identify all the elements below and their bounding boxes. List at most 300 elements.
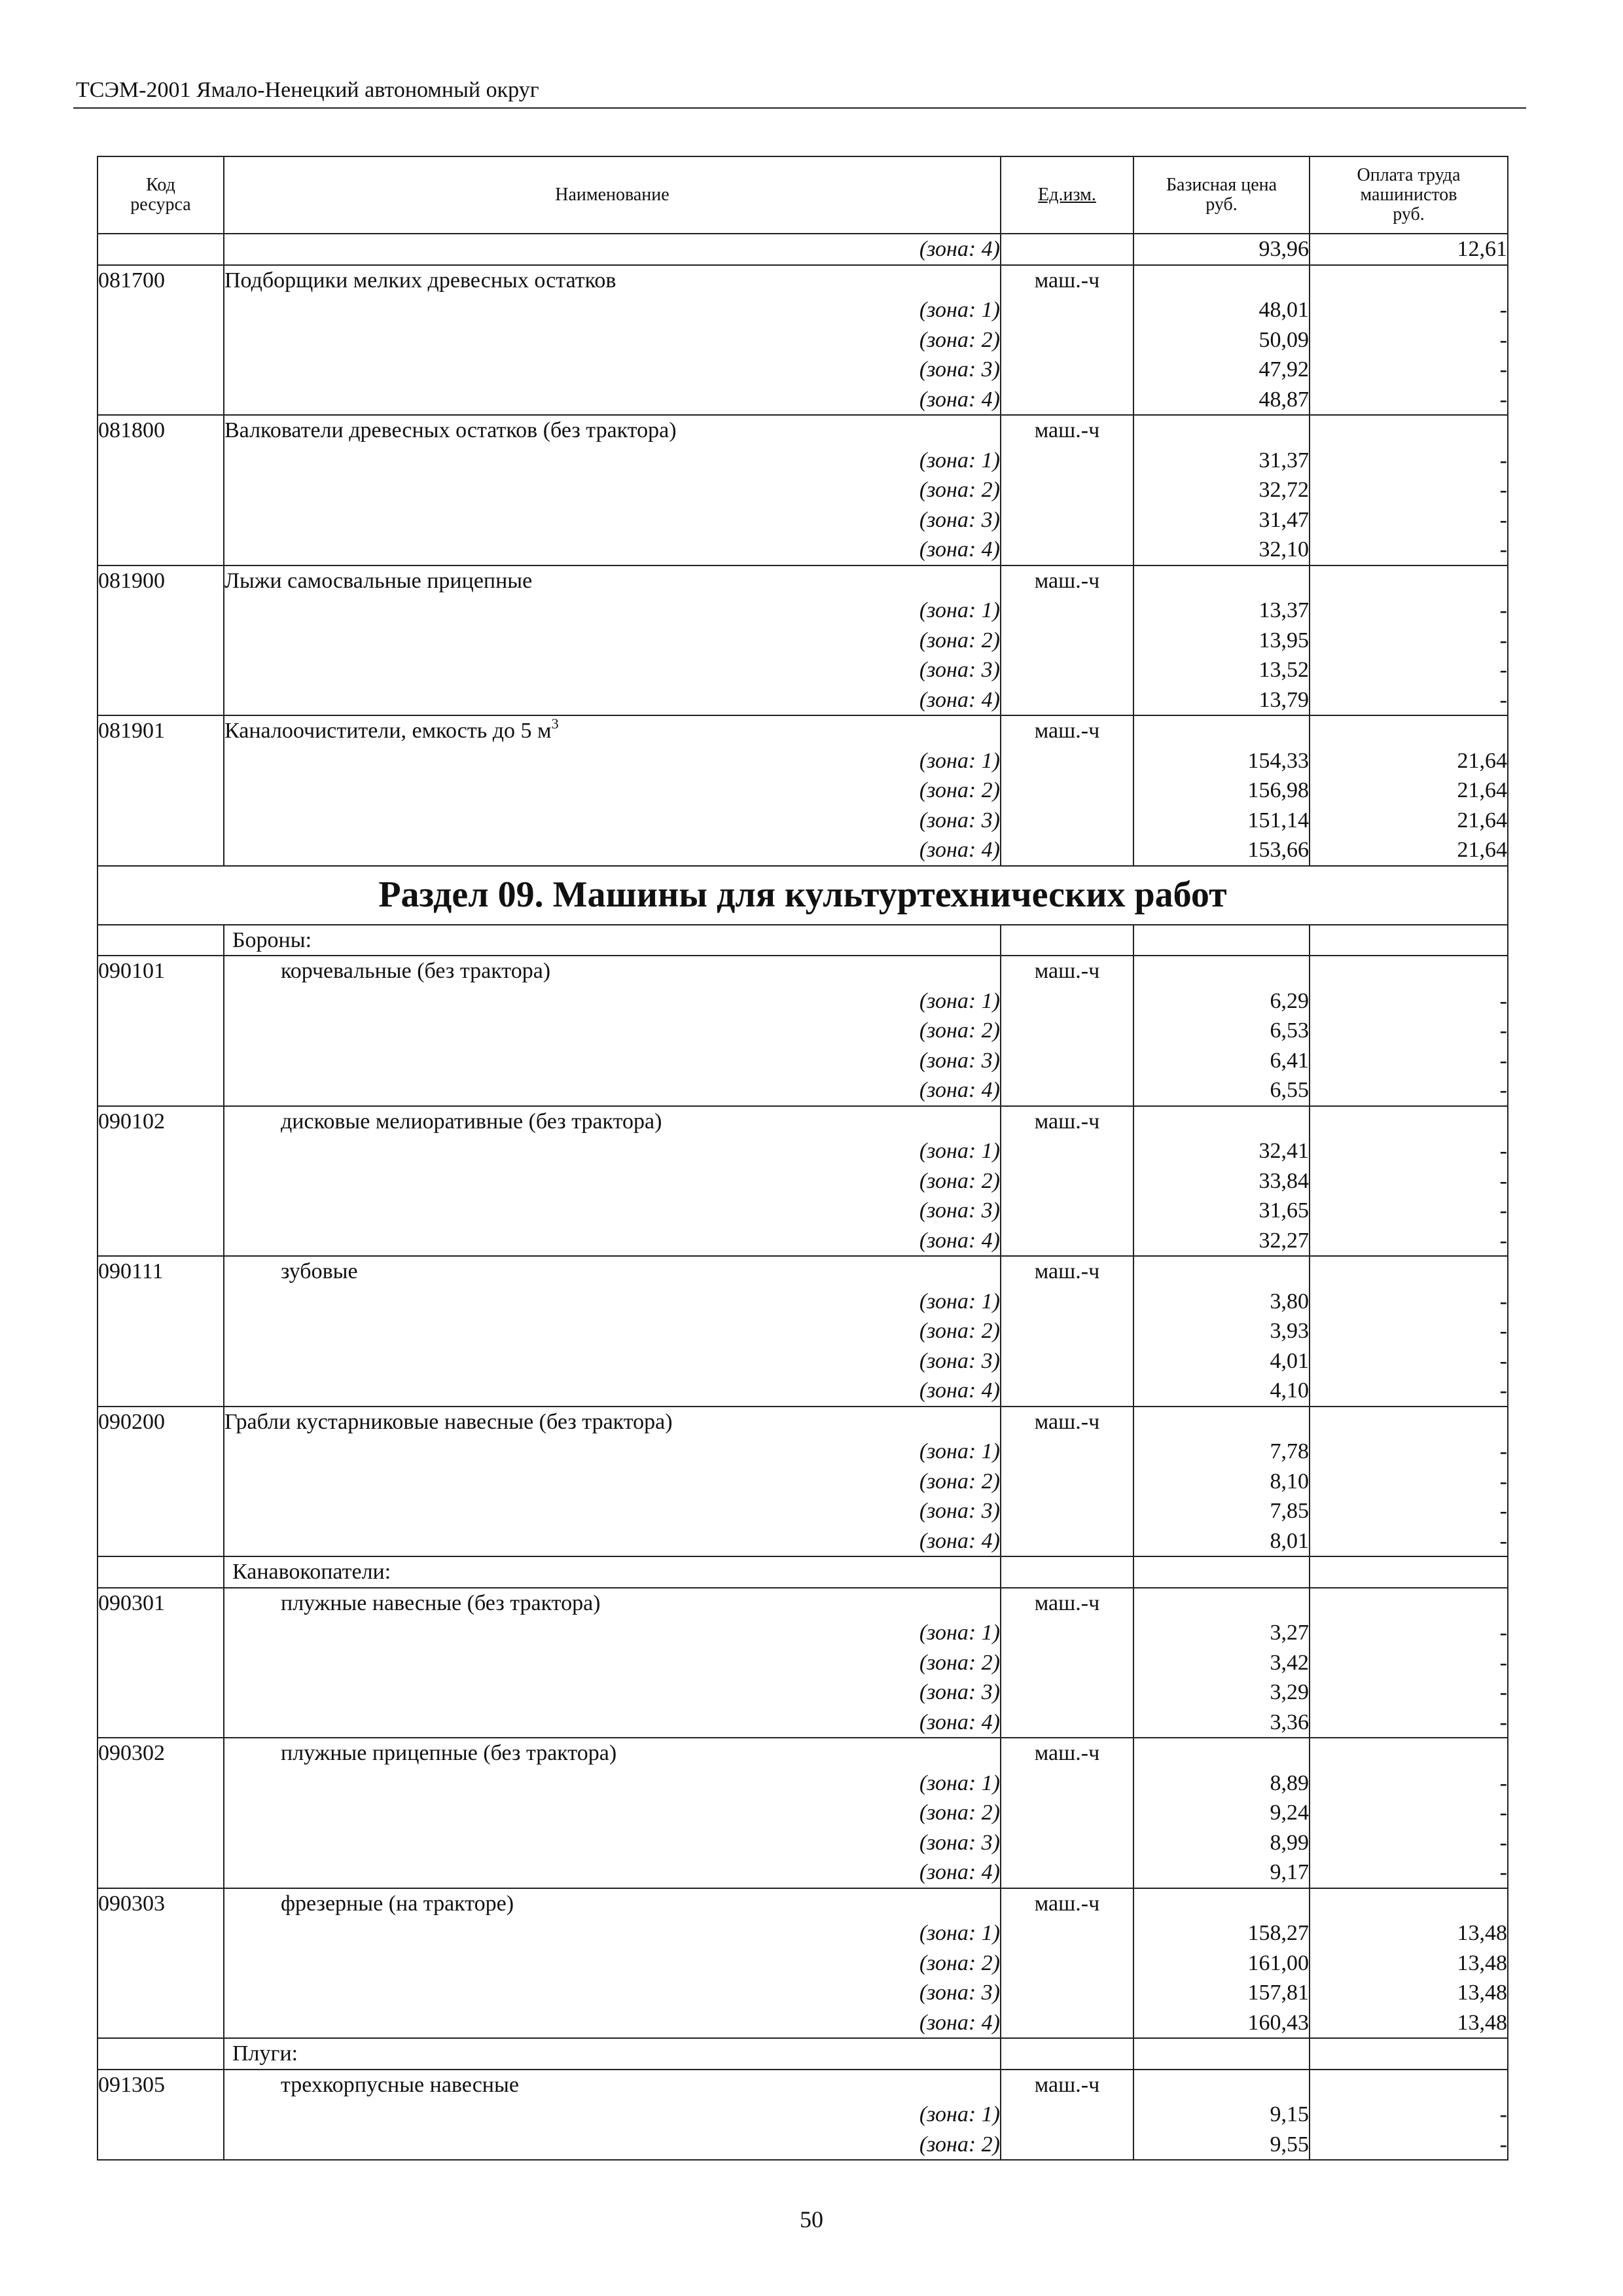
zone-row [98, 1166, 1508, 1196]
zone-row [98, 626, 1508, 656]
resource-name-text: трехкорпусные навесные [281, 2072, 519, 2097]
price-cell [1133, 565, 1310, 596]
resource-row [98, 2070, 1508, 2100]
resource-name-text: Подборщики мелких древесных остатков [224, 268, 616, 293]
resource-name [224, 1588, 1001, 1619]
unit-cell [1001, 325, 1133, 355]
code-cell [98, 1346, 224, 1376]
unit-cell [1001, 1496, 1133, 1526]
unit-cell [1001, 806, 1133, 836]
zone-row [98, 1648, 1508, 1678]
resource-code: 090302 [98, 1738, 224, 1768]
resource-row [98, 1888, 1508, 1919]
code-cell [98, 234, 224, 265]
zone-label: (зона: 2) [224, 626, 1001, 656]
resource-row [98, 1588, 1508, 1619]
base-price: 9,24 [1133, 1798, 1310, 1828]
resource-unit: маш.-ч [1001, 1888, 1133, 1919]
code-cell [98, 1948, 224, 1979]
code-cell [98, 295, 224, 325]
base-price: 9,55 [1133, 2130, 1310, 2161]
operator-pay: - [1310, 1496, 1508, 1526]
resource-unit: маш.-ч [1001, 1588, 1133, 1619]
code-cell [98, 1526, 224, 1557]
base-price: 6,41 [1133, 1046, 1310, 1076]
resource-name-text: дисковые мелиоративные (без трактора) [281, 1109, 662, 1134]
zone-row [98, 1226, 1508, 1257]
zone-label: (зона: 3) [224, 1828, 1001, 1858]
unit-cell [1001, 925, 1133, 956]
resource-code: 090101 [98, 956, 224, 986]
unit-cell [1001, 505, 1133, 535]
header-name [224, 156, 1001, 234]
resource-name [224, 1888, 1001, 1919]
resource-unit: маш.-ч [1001, 415, 1133, 446]
group-name: Канавокопатели: [224, 1556, 1001, 1588]
operator-pay: - [1310, 986, 1508, 1016]
zone-label: (зона: 4) [224, 1526, 1001, 1557]
zone-label: (зона: 3) [224, 1496, 1001, 1526]
section-heading-row [98, 866, 1508, 925]
resource-code: 090200 [98, 1407, 224, 1437]
operator-pay: 21,64 [1310, 746, 1508, 776]
unit-cell [1001, 1556, 1133, 1588]
header-price-text: Базисная цена руб. [1166, 175, 1277, 215]
code-cell [98, 1046, 224, 1076]
base-price: 157,81 [1133, 1978, 1310, 2008]
zone-row [98, 295, 1508, 325]
unit-cell [1001, 1136, 1133, 1166]
resource-row [98, 565, 1508, 596]
zone-label: (зона: 3) [224, 1978, 1001, 2008]
base-price: 32,27 [1133, 1226, 1310, 1257]
base-price: 31,47 [1133, 505, 1310, 535]
pay-cell [1310, 1588, 1508, 1619]
unit-cell [1001, 2100, 1133, 2130]
code-cell [98, 1316, 224, 1346]
operator-pay: - [1310, 1677, 1508, 1708]
base-price: 48,01 [1133, 295, 1310, 325]
unit-cell [1001, 1016, 1133, 1046]
base-price: 93,96 [1133, 234, 1310, 265]
zone-label: (зона: 1) [224, 1768, 1001, 1799]
zone-label: (зона: 2) [224, 2130, 1001, 2161]
header-pay [1310, 156, 1508, 234]
operator-pay: - [1310, 596, 1508, 626]
resource-name [224, 1106, 1001, 1137]
zone-row [98, 1677, 1508, 1708]
code-cell [98, 925, 224, 956]
unit-cell [1001, 475, 1133, 505]
pay-cell [1310, 1888, 1508, 1919]
price-cell [1133, 415, 1310, 446]
zone-row [98, 1857, 1508, 1888]
base-price: 3,29 [1133, 1677, 1310, 1708]
unit-cell [1001, 1648, 1133, 1678]
pay-cell [1310, 2070, 1508, 2100]
unit-cell [1001, 1196, 1133, 1226]
zone-row [98, 1016, 1508, 1046]
base-price: 32,10 [1133, 535, 1310, 565]
operator-pay: - [1310, 685, 1508, 716]
zone-label: (зона: 2) [224, 1798, 1001, 1828]
operator-pay: - [1310, 1287, 1508, 1317]
code-cell [98, 2038, 224, 2070]
zone-label: (зона: 2) [224, 325, 1001, 355]
operator-pay: 21,64 [1310, 835, 1508, 866]
group-heading-row [98, 2038, 1508, 2070]
zone-row [98, 475, 1508, 505]
zone-row [98, 1798, 1508, 1828]
operator-pay: 21,64 [1310, 776, 1508, 806]
zone-label: (зона: 3) [224, 505, 1001, 535]
code-cell [98, 986, 224, 1016]
resource-name-text: Валкователи древесных остатков (без трактора) [224, 418, 677, 443]
zone-label: (зона: 3) [224, 1346, 1001, 1376]
resource-name [224, 715, 1001, 746]
operator-pay: - [1310, 1437, 1508, 1467]
code-cell [98, 1978, 224, 2008]
zone-row [98, 1496, 1508, 1526]
operator-pay: 21,64 [1310, 806, 1508, 836]
unit-cell [1001, 1708, 1133, 1738]
operator-pay: - [1310, 1376, 1508, 1407]
code-cell [98, 1136, 224, 1166]
unit-cell [1001, 655, 1133, 685]
resource-code: 090301 [98, 1588, 224, 1619]
unit-cell [1001, 1828, 1133, 1858]
unit-cell [1001, 1376, 1133, 1407]
unit-cell [1001, 1918, 1133, 1948]
section-title: Раздел 09. Машины для культуртехнических работ [98, 866, 1508, 925]
code-cell [98, 385, 224, 416]
base-price: 3,93 [1133, 1316, 1310, 1346]
zone-label: (зона: 4) [224, 1708, 1001, 1738]
base-price: 8,99 [1133, 1828, 1310, 1858]
zone-label: (зона: 4) [224, 234, 1001, 265]
unit-cell [1001, 1046, 1133, 1076]
resource-unit: маш.-ч [1001, 565, 1133, 596]
base-price: 9,17 [1133, 1857, 1310, 1888]
code-cell [98, 1918, 224, 1948]
zone-row [98, 2008, 1508, 2039]
resource-unit: маш.-ч [1001, 265, 1133, 296]
operator-pay: - [1310, 1857, 1508, 1888]
unit-cell [1001, 2038, 1133, 2070]
pay-cell [1310, 1738, 1508, 1768]
unit-cell [1001, 835, 1133, 866]
unit-cell [1001, 2008, 1133, 2039]
resource-name [224, 1256, 1001, 1287]
base-price: 7,85 [1133, 1496, 1310, 1526]
zone-label: (зона: 4) [224, 535, 1001, 565]
price-cell [1133, 2070, 1310, 2100]
zone-row [98, 1918, 1508, 1948]
zone-row [98, 1316, 1508, 1346]
operator-pay: - [1310, 1196, 1508, 1226]
operator-pay: - [1310, 355, 1508, 385]
price-cell [1133, 1556, 1310, 1588]
operator-pay: - [1310, 1618, 1508, 1648]
pay-cell [1310, 925, 1508, 956]
zone-row [98, 1376, 1508, 1407]
pay-cell [1310, 1407, 1508, 1437]
base-price: 8,10 [1133, 1467, 1310, 1497]
operator-pay: - [1310, 2130, 1508, 2161]
operator-pay: - [1310, 626, 1508, 656]
operator-pay: - [1310, 1828, 1508, 1858]
header-pay-text: Оплата труда машинистов руб. [1357, 165, 1461, 224]
operator-pay: - [1310, 1316, 1508, 1346]
resource-unit: маш.-ч [1001, 715, 1133, 746]
base-price: 4,01 [1133, 1346, 1310, 1376]
resource-row [98, 1106, 1508, 1137]
zone-row [98, 505, 1508, 535]
zone-label: (зона: 1) [224, 1136, 1001, 1166]
operator-pay: - [1310, 1166, 1508, 1196]
operator-pay: - [1310, 325, 1508, 355]
code-cell [98, 746, 224, 776]
resource-name [224, 1407, 1001, 1437]
group-name: Бороны: [224, 925, 1001, 956]
code-cell [98, 1828, 224, 1858]
unit-cell [1001, 1437, 1133, 1467]
code-cell [98, 1016, 224, 1046]
zone-label: (зона: 1) [224, 1918, 1001, 1948]
resource-code: 081900 [98, 565, 224, 596]
resource-row [98, 265, 1508, 296]
code-cell [98, 626, 224, 656]
code-cell [98, 1075, 224, 1106]
zone-label: (зона: 4) [224, 835, 1001, 866]
unit-cell [1001, 1526, 1133, 1557]
group-name: Плуги: [224, 2038, 1001, 2070]
price-cell [1133, 1256, 1310, 1287]
code-cell [98, 1196, 224, 1226]
unit-cell [1001, 1226, 1133, 1257]
base-price: 6,29 [1133, 986, 1310, 1016]
operator-pay: 13,48 [1310, 1948, 1508, 1979]
code-cell [98, 446, 224, 476]
unit-cell [1001, 1768, 1133, 1799]
pay-cell [1310, 265, 1508, 296]
operator-pay: 13,48 [1310, 1918, 1508, 1948]
base-price: 33,84 [1133, 1166, 1310, 1196]
zone-label: (зона: 4) [224, 1857, 1001, 1888]
operator-pay: - [1310, 535, 1508, 565]
resource-name-text: плужные прицепные (без трактора) [281, 1741, 617, 1766]
code-cell [98, 2008, 224, 2039]
unit-cell [1001, 1075, 1133, 1106]
zone-row [98, 1618, 1508, 1648]
zone-label: (зона: 1) [224, 596, 1001, 626]
resource-unit: маш.-ч [1001, 1106, 1133, 1137]
resource-row [98, 1407, 1508, 1437]
operator-pay: - [1310, 1648, 1508, 1678]
unit-cell [1001, 1166, 1133, 1196]
code-cell [98, 1467, 224, 1497]
unit-cell [1001, 295, 1133, 325]
code-cell [98, 1648, 224, 1678]
base-price: 158,27 [1133, 1918, 1310, 1948]
base-price: 50,09 [1133, 325, 1310, 355]
code-cell [98, 505, 224, 535]
operator-pay: - [1310, 2100, 1508, 2130]
zone-label: (зона: 3) [224, 1046, 1001, 1076]
zone-row [98, 1046, 1508, 1076]
header-code [98, 156, 224, 234]
operator-pay: - [1310, 1798, 1508, 1828]
code-cell [98, 1708, 224, 1738]
zone-row [98, 535, 1508, 565]
resource-price-table [97, 156, 1508, 2161]
base-price: 32,41 [1133, 1136, 1310, 1166]
operator-pay: - [1310, 1346, 1508, 1376]
unit-cell [1001, 1978, 1133, 2008]
operator-pay: - [1310, 1136, 1508, 1166]
base-price: 8,89 [1133, 1768, 1310, 1799]
resource-name [224, 415, 1001, 446]
unit-cell [1001, 1287, 1133, 1317]
operator-pay: 12,61 [1310, 234, 1508, 265]
zone-row [98, 2100, 1508, 2130]
resource-unit: маш.-ч [1001, 956, 1133, 986]
base-price: 3,27 [1133, 1618, 1310, 1648]
code-cell [98, 2100, 224, 2130]
operator-pay: - [1310, 1708, 1508, 1738]
price-cell [1133, 715, 1310, 746]
resource-unit: маш.-ч [1001, 2070, 1133, 2100]
zone-label: (зона: 4) [224, 1075, 1001, 1106]
code-cell [98, 596, 224, 626]
price-cell [1133, 1588, 1310, 1619]
code-cell [98, 1857, 224, 1888]
unit-cell [1001, 1798, 1133, 1828]
zone-row [98, 1196, 1508, 1226]
resource-name [224, 2070, 1001, 2100]
operator-pay: - [1310, 655, 1508, 685]
unit-cell [1001, 746, 1133, 776]
zone-label: (зона: 4) [224, 685, 1001, 716]
zone-row [98, 1136, 1508, 1166]
zone-label: (зона: 2) [224, 1467, 1001, 1497]
resource-code: 090303 [98, 1888, 224, 1919]
resource-row [98, 1738, 1508, 1768]
zone-label: (зона: 3) [224, 806, 1001, 836]
base-price: 13,95 [1133, 626, 1310, 656]
operator-pay: - [1310, 1526, 1508, 1557]
zone-row [98, 234, 1508, 265]
code-cell [98, 655, 224, 685]
unit-cell [1001, 596, 1133, 626]
zone-label: (зона: 4) [224, 1376, 1001, 1407]
zone-label: (зона: 1) [224, 2100, 1001, 2130]
zone-label: (зона: 4) [224, 1226, 1001, 1257]
zone-label: (зона: 1) [224, 1618, 1001, 1648]
zone-row [98, 835, 1508, 866]
resource-row [98, 415, 1508, 446]
operator-pay: - [1310, 505, 1508, 535]
pay-cell [1310, 1106, 1508, 1137]
resource-code: 090111 [98, 1256, 224, 1287]
resource-code: 091305 [98, 2070, 224, 2100]
zone-row [98, 1768, 1508, 1799]
unit-cell [1001, 1316, 1133, 1346]
resource-code: 081800 [98, 415, 224, 446]
zone-row [98, 1948, 1508, 1979]
zone-label: (зона: 2) [224, 776, 1001, 806]
zone-label: (зона: 4) [224, 2008, 1001, 2039]
base-price: 48,87 [1133, 385, 1310, 416]
code-cell [98, 776, 224, 806]
resource-name [224, 565, 1001, 596]
zone-label: (зона: 1) [224, 446, 1001, 476]
superscript: 3 [551, 715, 559, 732]
pay-cell [1310, 1556, 1508, 1588]
unit-cell [1001, 535, 1133, 565]
code-cell [98, 1798, 224, 1828]
base-price: 8,01 [1133, 1526, 1310, 1557]
zone-label: (зона: 2) [224, 1948, 1001, 1979]
group-heading-row [98, 925, 1508, 956]
operator-pay: - [1310, 1226, 1508, 1257]
zone-row [98, 1437, 1508, 1467]
zone-row [98, 2130, 1508, 2161]
header-name-text: Наименование [555, 185, 669, 205]
zone-label: (зона: 2) [224, 1316, 1001, 1346]
unit-cell [1001, 234, 1133, 265]
pay-cell [1310, 1256, 1508, 1287]
unit-cell [1001, 1857, 1133, 1888]
code-cell [98, 2130, 224, 2161]
zone-label: (зона: 2) [224, 475, 1001, 505]
code-cell [98, 325, 224, 355]
resource-name-text: плужные навесные (без трактора) [281, 1590, 601, 1615]
price-cell [1133, 1106, 1310, 1137]
operator-pay: 13,48 [1310, 2008, 1508, 2039]
base-price: 31,37 [1133, 446, 1310, 476]
zone-row [98, 685, 1508, 716]
header-code-text: Код ресурса [130, 175, 191, 215]
pay-cell [1310, 956, 1508, 986]
resource-code: 081901 [98, 715, 224, 746]
zone-label: (зона: 1) [224, 746, 1001, 776]
header-unit-text: Ед.изм. [1038, 185, 1096, 205]
resource-name [224, 265, 1001, 296]
resource-name-text: фрезерные (на тракторе) [281, 1891, 514, 1916]
unit-cell [1001, 385, 1133, 416]
header-rule [73, 107, 1526, 109]
code-cell [98, 1437, 224, 1467]
zone-row [98, 1708, 1508, 1738]
unit-cell [1001, 1677, 1133, 1708]
operator-pay: - [1310, 1046, 1508, 1076]
unit-cell [1001, 1618, 1133, 1648]
table-body [98, 234, 1508, 2160]
code-cell [98, 1618, 224, 1648]
resource-name-text: зубовые [281, 1259, 358, 1284]
price-cell [1133, 925, 1310, 956]
price-cell [1133, 265, 1310, 296]
base-price: 153,66 [1133, 835, 1310, 866]
resource-code: 081700 [98, 265, 224, 296]
zone-row [98, 1287, 1508, 1317]
zone-row [98, 986, 1508, 1016]
zone-label: (зона: 2) [224, 1648, 1001, 1678]
operator-pay: - [1310, 295, 1508, 325]
operator-pay: - [1310, 475, 1508, 505]
zone-label: (зона: 1) [224, 1287, 1001, 1317]
